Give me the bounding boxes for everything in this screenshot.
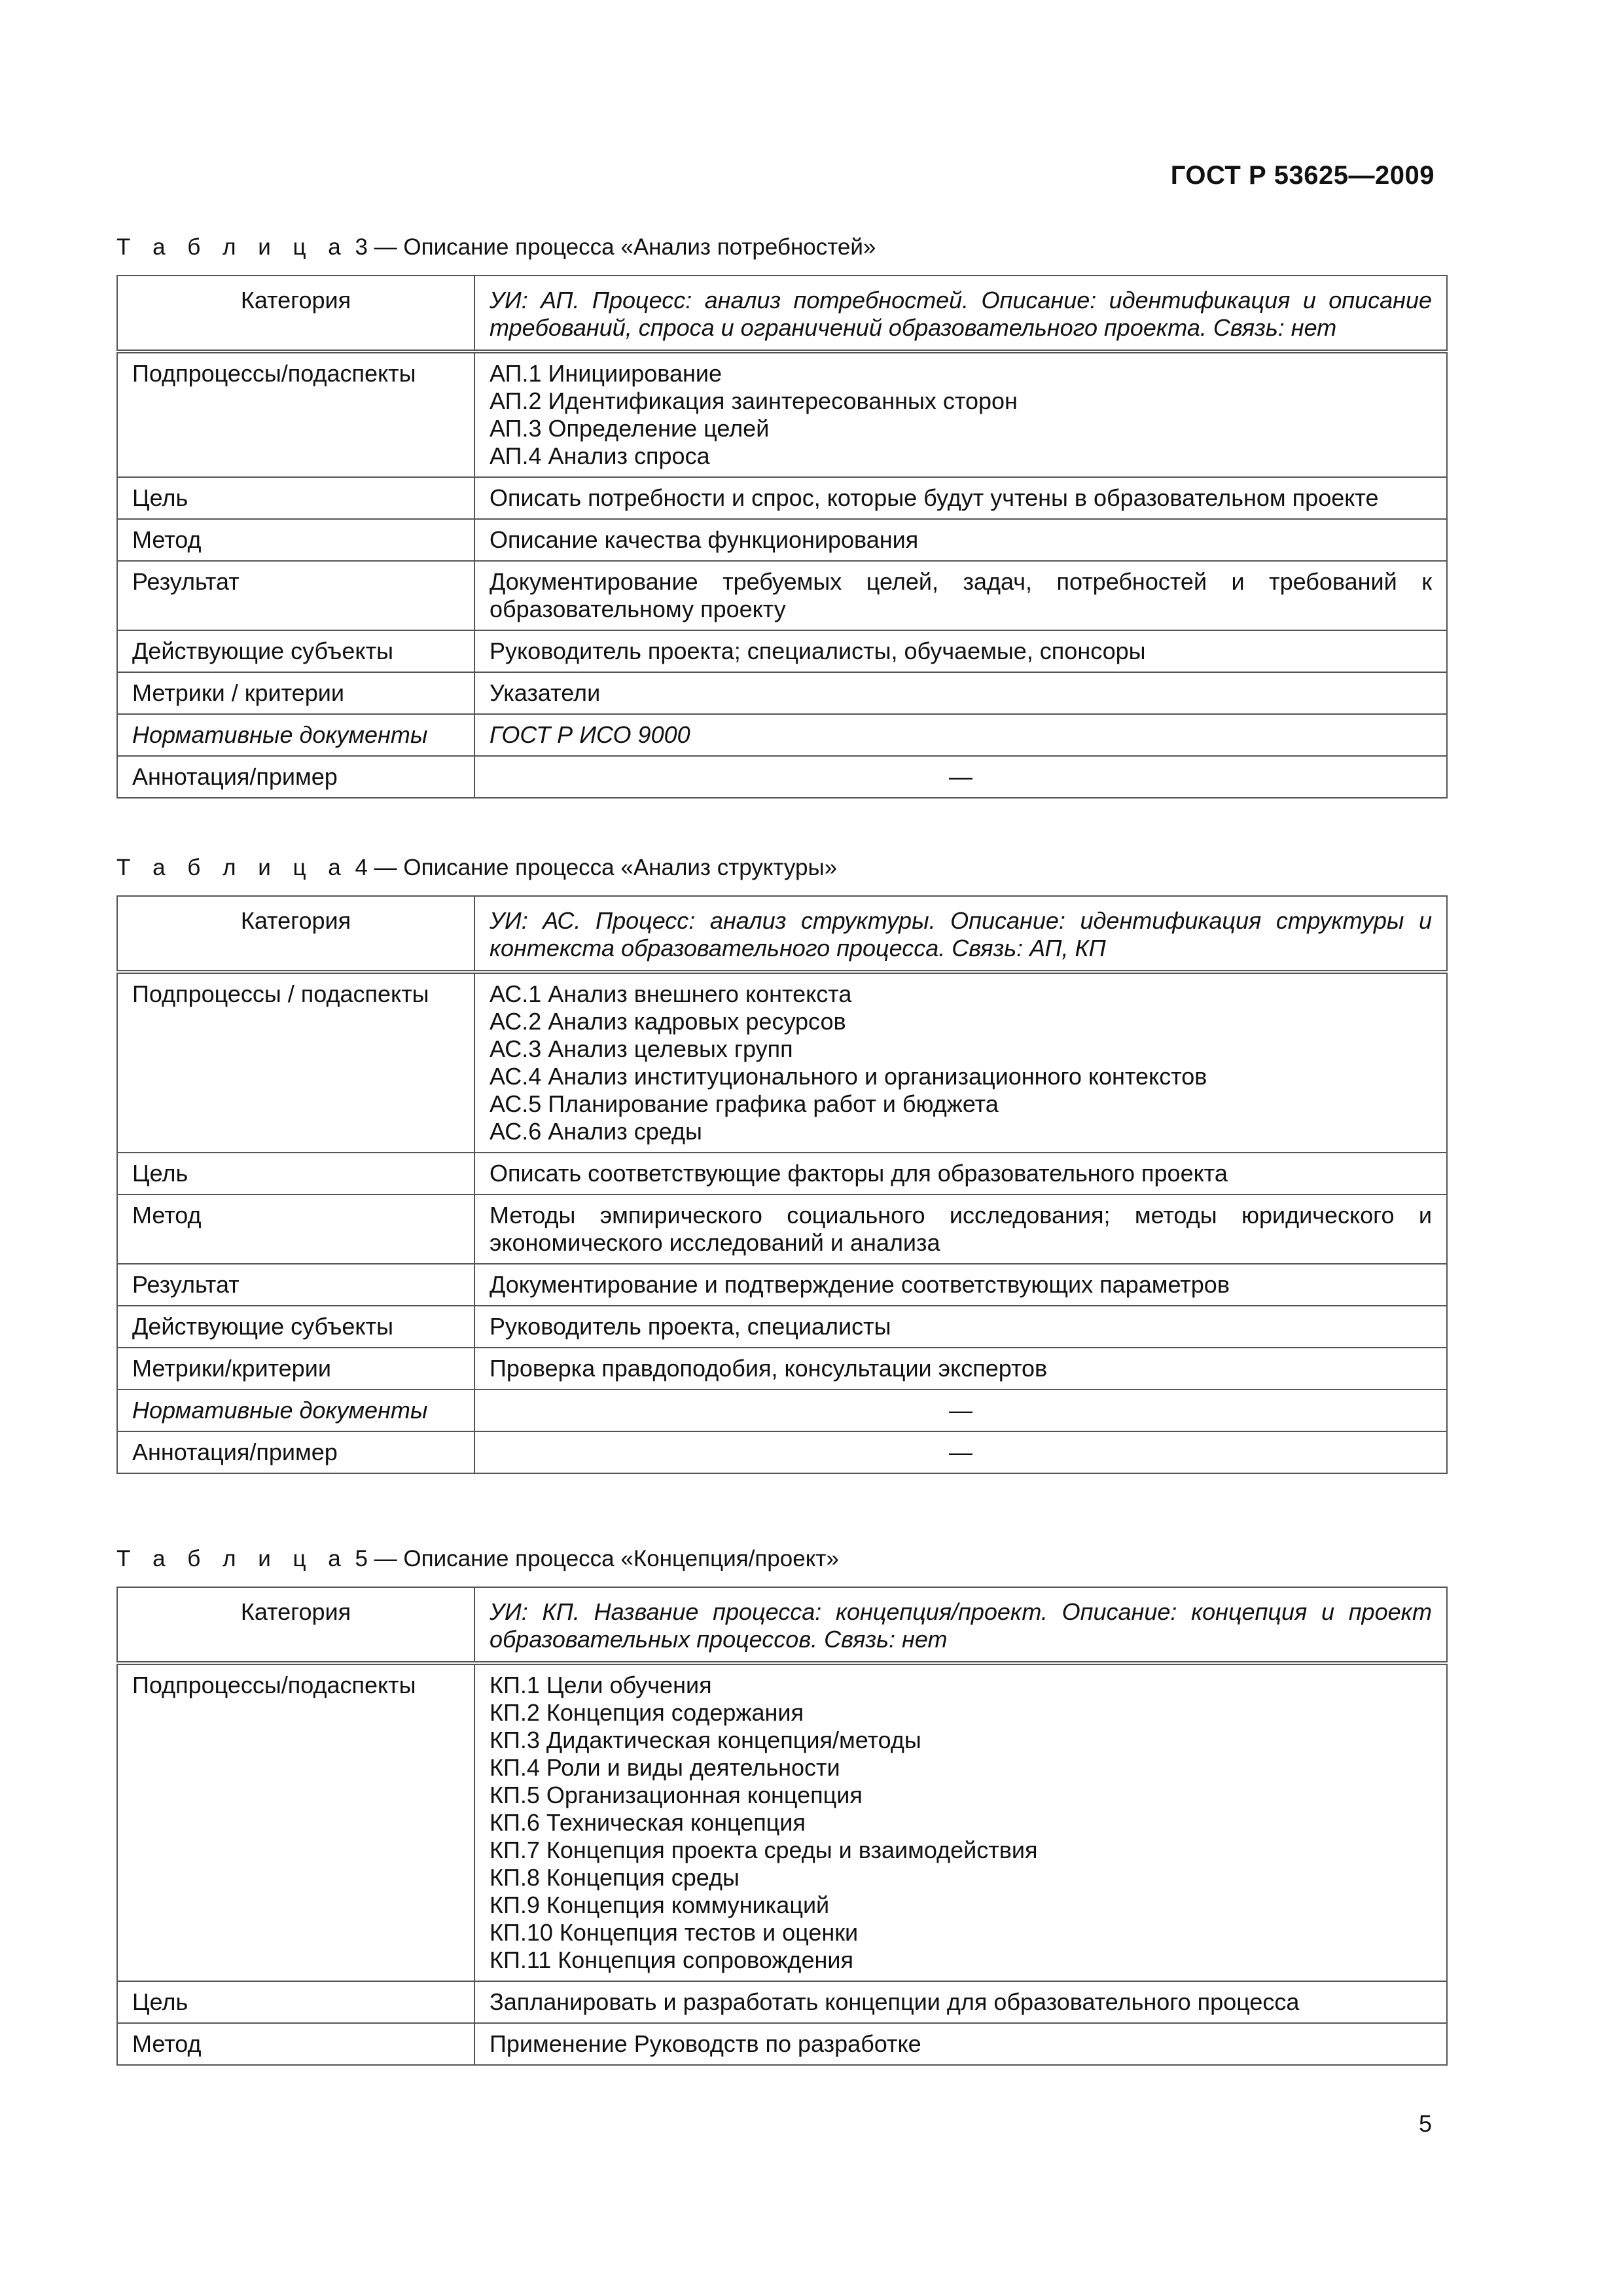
table-caption-text: — Описание процесса «Анализ потребностей» (374, 234, 876, 260)
row-label: Метод (117, 519, 474, 561)
table-row (117, 1663, 1447, 1981)
row-value: Запланировать и разработать концепции для образовательного процесса (474, 1981, 1447, 2023)
table-caption-label: Т а б л и ц а (116, 234, 349, 260)
list-item: АП.2 Идентификация заинтересованных сторон (490, 387, 1018, 414)
table-row (117, 1587, 1447, 1663)
subprocess-list (474, 1663, 1447, 1981)
table-row (117, 519, 1447, 561)
table-row (117, 1431, 1447, 1473)
table-row (117, 1194, 1447, 1264)
table-row (117, 1264, 1447, 1306)
row-label: Метрики/критерии (117, 1348, 474, 1390)
table-caption (116, 234, 876, 260)
row-value: Методы эмпирического социального исследования; методы юридического и экономического исследований и анализа (474, 1194, 1447, 1264)
process-table (116, 895, 1448, 1474)
table-row (117, 896, 1447, 972)
subprocess-list (474, 351, 1447, 477)
table-row (117, 276, 1447, 351)
row-label: Метод (117, 1194, 474, 1264)
list-item: АС.2 Анализ кадровых ресурсов (490, 1008, 846, 1035)
list-item: КП.11 Концепция сопровождения (490, 1946, 853, 1973)
row-label: Цель (117, 1981, 474, 2023)
list-item: АС.3 Анализ целевых групп (490, 1035, 793, 1062)
row-label: Результат (117, 561, 474, 630)
page-number: 5 (1418, 2110, 1432, 2137)
table-caption-number: 5 (355, 1546, 368, 1571)
table-caption-text: — Описание процесса «Анализ структуры» (374, 855, 838, 880)
list-item: КП.2 Концепция содержания (490, 1699, 804, 1726)
table-row (117, 1390, 1447, 1431)
row-value: Описание качества функционирования (474, 519, 1447, 561)
category-label: Категория (117, 896, 474, 972)
row-value: Проверка правдоподобия, консультации экспертов (474, 1348, 1447, 1390)
table-caption-number: 3 (355, 234, 368, 260)
table-row (117, 1348, 1447, 1390)
category-label: Категория (117, 276, 474, 351)
row-label: Нормативные документы (117, 714, 474, 756)
subprocess-list (474, 972, 1447, 1153)
subprocess-label: Подпроцессы / подаспекты (117, 972, 474, 1153)
row-label: Метод (117, 2023, 474, 2065)
category-value: УИ: КП. Название процесса: концепция/проект. Описание: концепция и проект образовательных процессов. Связь: нет (474, 1587, 1447, 1663)
table-caption-label: Т а б л и ц а (116, 855, 349, 880)
table-row (117, 561, 1447, 630)
row-value: Руководитель проекта, специалисты (474, 1306, 1447, 1348)
table-row (117, 1306, 1447, 1348)
table-row (117, 1981, 1447, 2023)
row-label: Нормативные документы (117, 1390, 474, 1431)
row-value: Руководитель проекта; специалисты, обучаемые, спонсоры (474, 630, 1447, 672)
row-value: Документирование требуемых целей, задач, потребностей и требований к образовательному проекту (474, 561, 1447, 630)
list-item: КП.3 Дидактическая концепция/методы (490, 1727, 921, 1753)
table-row (117, 630, 1447, 672)
category-value: УИ: АП. Процесс: анализ потребностей. Описание: идентификация и описание требований, спроса и ограничений образовательного проекта. Связь: нет (474, 276, 1447, 351)
table-caption-label: Т а б л и ц а (116, 1546, 349, 1571)
subprocess-label: Подпроцессы/подаспекты (117, 351, 474, 477)
row-value: Указатели (474, 672, 1447, 714)
row-label: Цель (117, 1153, 474, 1194)
list-item: КП.7 Концепция проекта среды и взаимодействия (490, 1837, 1038, 1863)
row-value: — (474, 1431, 1447, 1473)
row-value: ГОСТ Р ИСО 9000 (474, 714, 1447, 756)
table-row (117, 714, 1447, 756)
category-value: УИ: АС. Процесс: анализ структуры. Описание: идентификация структуры и контекста образовательного процесса. Связь: АП, КП (474, 896, 1447, 972)
row-label: Результат (117, 1264, 474, 1306)
list-item: КП.6 Техническая концепция (490, 1809, 806, 1836)
process-table (116, 1587, 1448, 2066)
table-caption-text: — Описание процесса «Концепция/проект» (374, 1546, 839, 1571)
list-item: АС.6 Анализ среды (490, 1118, 702, 1145)
table-row (117, 351, 1447, 477)
subprocess-label: Подпроцессы/подаспекты (117, 1663, 474, 1981)
category-label: Категория (117, 1587, 474, 1663)
list-item: КП.4 Роли и виды деятельности (490, 1754, 840, 1781)
row-value: — (474, 756, 1447, 798)
table-caption (116, 1546, 839, 1572)
list-item: КП.10 Концепция тестов и оценки (490, 1919, 859, 1946)
row-value: Описать соответствующие факторы для образовательного проекта (474, 1153, 1447, 1194)
row-label: Метрики / критерии (117, 672, 474, 714)
table-row (117, 672, 1447, 714)
table-row (117, 972, 1447, 1153)
standard-designation: ГОСТ Р 53625—2009 (1170, 161, 1435, 190)
list-item: АП.3 Определение целей (490, 415, 770, 442)
table-row (117, 756, 1447, 798)
row-label: Цель (117, 477, 474, 519)
process-table (116, 275, 1448, 798)
row-value: Применение Руководств по разработке (474, 2023, 1447, 2065)
list-item: КП.1 Цели обучения (490, 1672, 712, 1698)
list-item: АП.4 Анализ спроса (490, 442, 710, 469)
row-value: Документирование и подтверждение соответствующих параметров (474, 1264, 1447, 1306)
table-caption-number: 4 (355, 855, 368, 880)
row-value: Описать потребности и спрос, которые будут учтены в образовательном проекте (474, 477, 1447, 519)
list-item: АС.4 Анализ институционального и организационного контекстов (490, 1063, 1207, 1090)
row-label: Аннотация/пример (117, 756, 474, 798)
table-caption (116, 855, 837, 881)
row-label: Действующие субъекты (117, 630, 474, 672)
list-item: КП.9 Концепция коммуникаций (490, 1892, 830, 1918)
list-item: КП.5 Организационная концепция (490, 1782, 863, 1808)
list-item: АС.5 Планирование графика работ и бюджета (490, 1090, 999, 1117)
table-row (117, 2023, 1447, 2065)
row-label: Аннотация/пример (117, 1431, 474, 1473)
row-label: Действующие субъекты (117, 1306, 474, 1348)
list-item: АС.1 Анализ внешнего контекста (490, 980, 852, 1007)
table-row (117, 1153, 1447, 1194)
list-item: АП.1 Инициирование (490, 360, 722, 387)
table-row (117, 477, 1447, 519)
row-value: — (474, 1390, 1447, 1431)
list-item: КП.8 Концепция среды (490, 1864, 740, 1891)
